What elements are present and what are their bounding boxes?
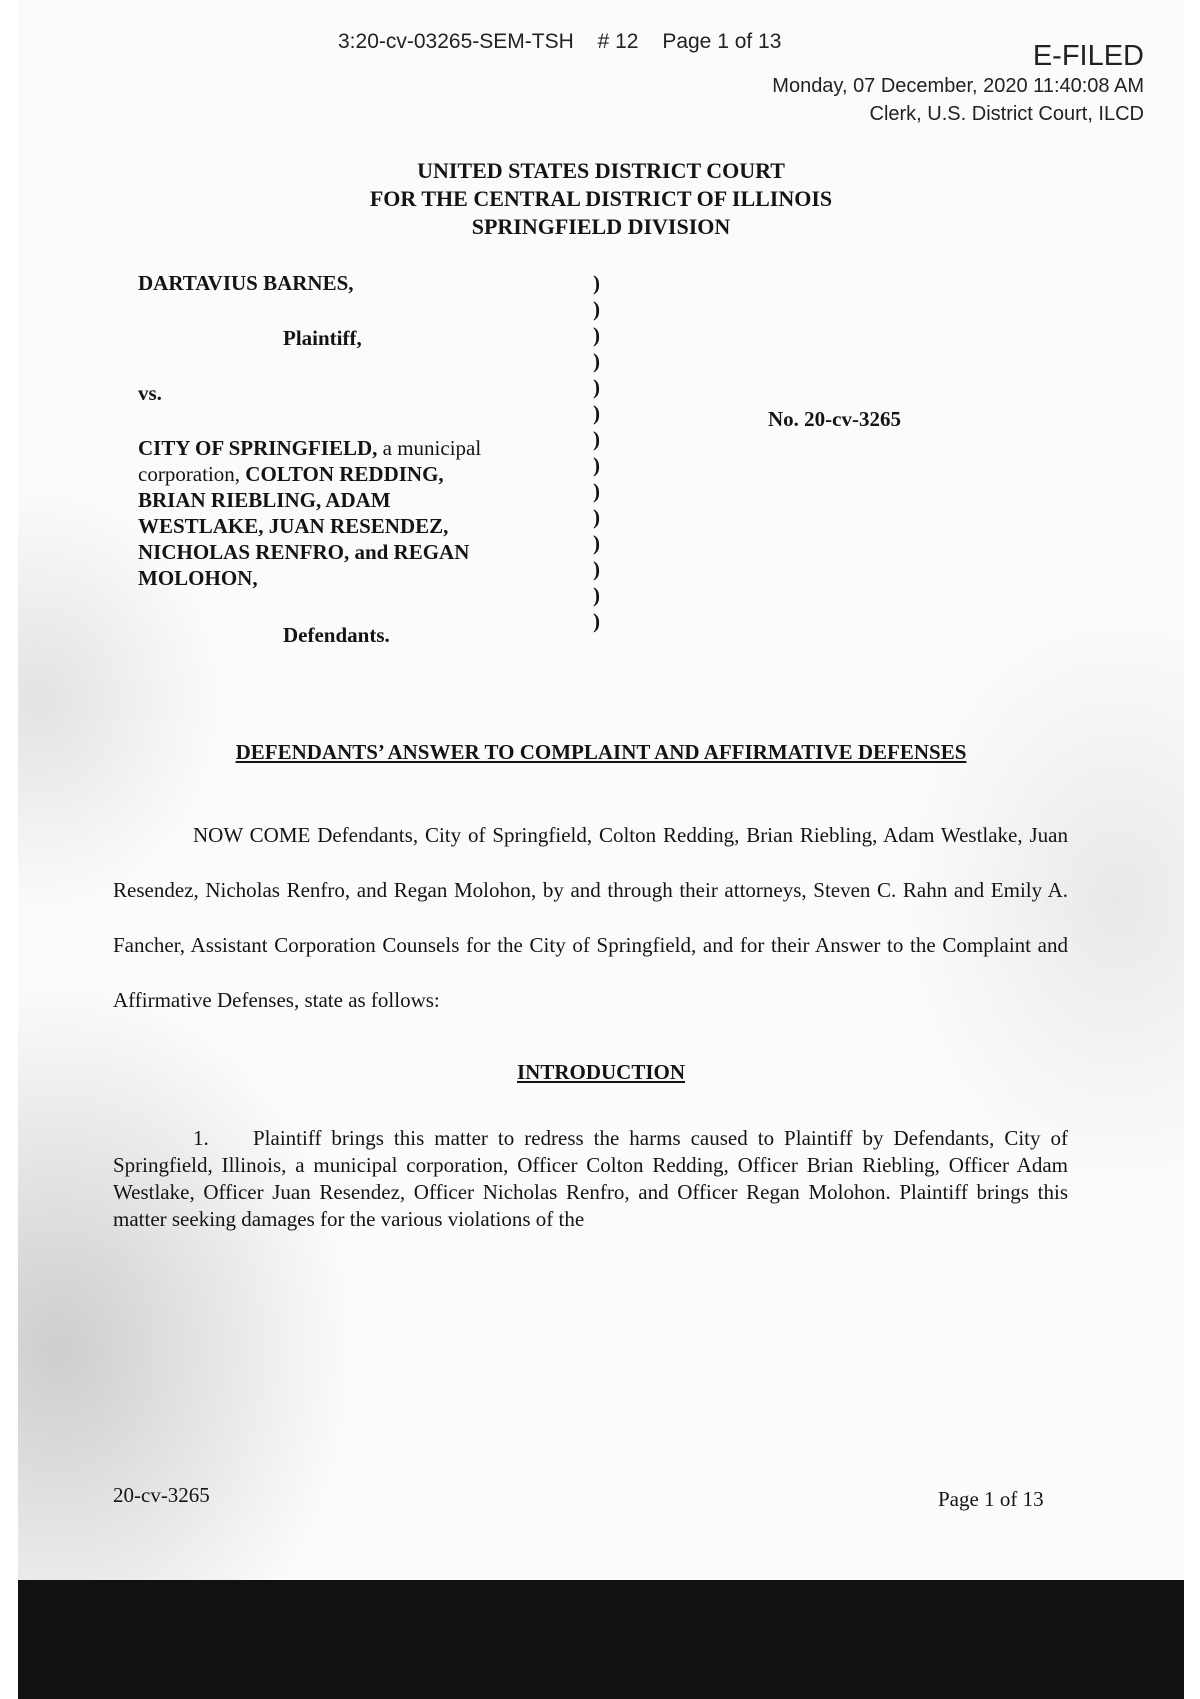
paren: ) <box>593 609 600 633</box>
paren: ) <box>593 427 600 451</box>
case-stamp: 3:20-cv-03265-SEM-TSH <box>338 30 574 53</box>
paren: ) <box>593 375 600 399</box>
defendants-label: Defendants. <box>283 623 390 647</box>
page-stamp: Page 1 of 13 <box>662 30 782 53</box>
paren: ) <box>593 505 600 529</box>
defendant-city-desc: a municipal <box>377 436 482 460</box>
paren: ) <box>593 401 600 425</box>
defendants-line-3: BRIAN RIEBLING, ADAM <box>138 488 391 512</box>
document-page <box>18 0 1184 1699</box>
defendants-line-2 <box>138 461 444 487</box>
defendants-line-4: WESTLAKE, JUAN RESENDEZ, <box>138 514 449 538</box>
footer-page-number: Page 1 of 13 <box>938 1487 1044 1511</box>
paren: ) <box>593 297 600 321</box>
court-district: FOR THE CENTRAL DISTRICT OF ILLINOIS <box>369 186 833 211</box>
case-number: No. 20-cv-3265 <box>768 407 901 431</box>
section-heading: INTRODUCTION <box>516 1060 686 1084</box>
opening-paragraph: NOW COME Defendants, City of Springfield, Colton Redding, Brian Riebling, Adam Westlake, Juan Resendez, Nicholas Renfro, and Regan Molohon, by and through their attorneys, Steven C. Rahn and Emily A. Fancher, Assistant Corporation Counsels for the City of Springfield, and for their Answer to the Complaint and Affirmative Defenses, state as follows: <box>113 823 1068 1012</box>
caption-parens <box>593 270 600 634</box>
paren: ) <box>593 583 600 607</box>
defendants-line-1 <box>138 435 481 461</box>
efiled-clerk: Clerk, U.S. District Court, ILCD <box>869 103 1144 125</box>
scan-edge-band <box>18 1580 1184 1699</box>
paren: ) <box>593 453 600 477</box>
paren: ) <box>593 557 600 581</box>
paren: ) <box>593 479 600 503</box>
paragraph-number: 1. <box>193 1126 209 1150</box>
paren: ) <box>593 349 600 373</box>
court-division: SPRINGFIELD DIVISION <box>471 214 731 239</box>
plaintiff-label: Plaintiff, <box>283 326 362 350</box>
paren: ) <box>593 323 600 347</box>
paragraph-1 <box>113 1125 1068 1233</box>
court-name: UNITED STATES DISTRICT COURT <box>417 158 785 183</box>
defendant-corp-desc: corporation, <box>138 462 246 486</box>
efiled-label: E-FILED <box>1032 40 1144 72</box>
filing-stamp <box>338 30 799 54</box>
paren: ) <box>593 531 600 555</box>
doc-number: # 12 <box>597 30 639 53</box>
efiled-date: Monday, 07 December, 2020 11:40:08 AM <box>772 75 1144 97</box>
defendants-line-5: NICHOLAS RENFRO, and REGAN <box>138 540 470 564</box>
defendants-line-6: MOLOHON, <box>138 566 258 590</box>
vs-label: vs. <box>138 381 162 405</box>
defendant-redding: COLTON REDDING, <box>245 462 444 486</box>
paren: ) <box>593 271 600 295</box>
defendant-city: CITY OF SPRINGFIELD, <box>138 436 378 460</box>
paragraph-text: Plaintiff brings this matter to redress the harms caused to Plaintiff by Defendants, City of Springfield, Illinois, a municipal corporation, Officer Colton Redding, Officer Brian Riebling, Officer Adam Westlake, Officer Juan Resendez, Officer Nicholas Renfro, and Officer Regan Molohon. Plaintiff brings this matter seeking damages for the various violations of the <box>113 1126 1068 1231</box>
plaintiff-name: DARTAVIUS BARNES, <box>138 271 354 295</box>
footer-case-number: 20-cv-3265 <box>113 1483 210 1507</box>
document-title: DEFENDANTS’ ANSWER TO COMPLAINT AND AFFIRMATIVE DEFENSES <box>235 740 967 764</box>
